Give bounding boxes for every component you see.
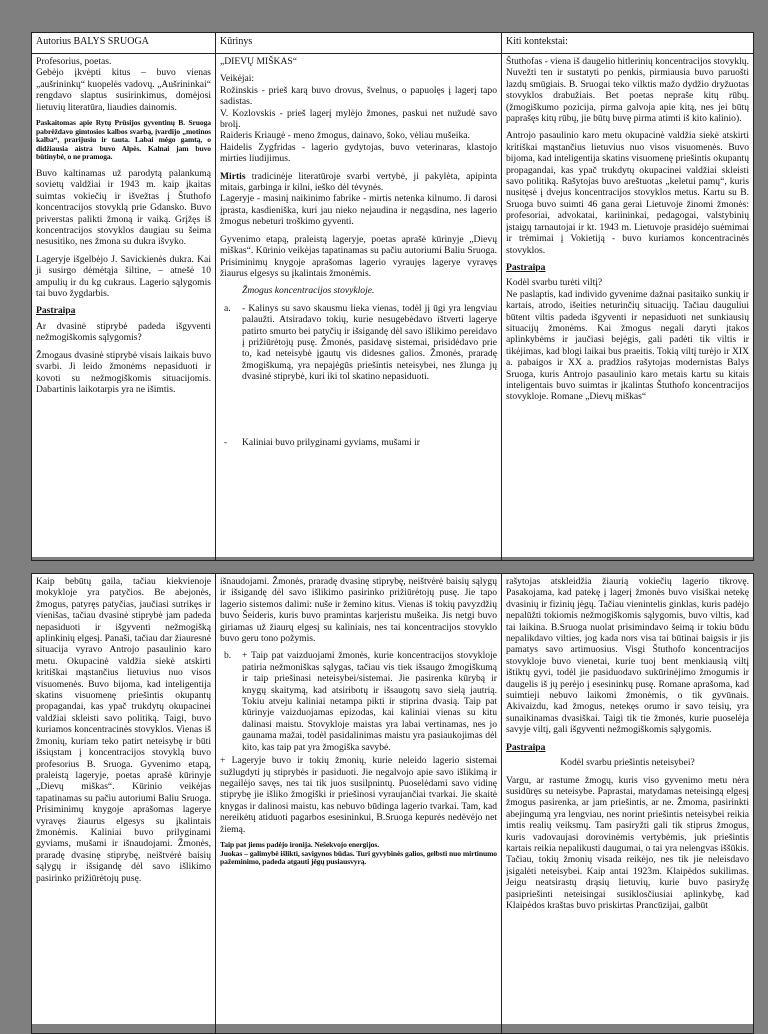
author-small-note: Paskaitomas apie Rytų Prūsijos gyventinų B. Sruoga pabrėždavo gimtosios kalbos svarbą, įvardijo „motinos kalba“, prarijusiu ir tauta. Labai mėgo gamtą, o didžiausia aistra buvo Alpės. Kalnai jam buvo būtinybė, o ne pramoga. [36, 118, 211, 162]
death-paragraph [220, 171, 497, 194]
essay-paragraph: rašytojas atskleidžia žiaurią vokiečių lagerio tikrovę. Pasakojama, kad patekę į lagerį žmonės buvo visiškai netekę dvasinių ir fizinių jėgų. Tačiau vienintelis ginklas, kuris padėjo nepalūžti tokiomis nežmogiškomis sąlygomis, buvo viltis, kad tai laikina. B.Sruoga nuolat prisimindavo šeimą ir tokiu būdu nepalikdavo vilties, jog kada nors visa tai būtinai baigsis ir jis pamatys savo artimuosius. Visgi Štuthofo koncentracijos stovykloje buvo vienetai, kurie tuoj bent menkiausią viltį ištiktų gyvi, todėl jie pasiduodavo sukūrinėjimo žmogumis ir daugelis iš jų perėjo į esesininkų pusę. Romane aprašoma, kad suimtieji nebuvo laikomi žmonėmis, o tik gyvūnais. Akivaizdu, kad žmogus, netekęs orumo ir savo teisių, yra sunaikinamas dvasiškai. Taigi tik tie žmonės, kurie puoselėja savyje viltį, gali išgyventi nežmogiškomis sąlygomis. [506, 576, 749, 736]
question-text: Kodėl svarbu priešintis neteisybei? [560, 757, 695, 769]
character-haidelis: Haidelis Zygfridas - lagerio gydytojas, buvo veterinaras, klastojo mirties liudijimus. [220, 141, 497, 165]
laughter-note: Juokas – galimybė išlikti, savigynos būdas. Turi gyvybinės galios, gelbsti nuo mirtinumo pažeminimo, padeda atgauti jėgų pusiausvyrą. [220, 848, 497, 867]
paragraph-heading: Pastraipa [506, 261, 546, 273]
table-body-row [32, 574, 754, 1034]
notes-table-2 [31, 573, 754, 1034]
table-body-row [32, 54, 754, 561]
question-text: Kodėl svarbu turėti viltį? [506, 277, 603, 289]
essay-paragraph: Žmogaus dvasinė stiprybė visais laikais buvo svarbi. Ji leido žmonėms nepasiduoti ir kovoti su nežmogiškomis situacijomis. Dabartinis laikotarpis yra ne išimtis. [36, 349, 211, 395]
paragraph-heading: Pastraipa [506, 741, 546, 753]
author-rescue: Lageryje išgelbėjo J. Savickienės dukra. Kai ji susirgo dėmėtąja šiltine, – atnešė 10 ampulių ir du kg cukraus. Lagerio sąlygomis tai buvo žygdarbis. [36, 253, 211, 300]
stutthof-paragraph: Štuthofas - viena iš daugelio hitlerinių koncentracijos stovyklų. Nuvežti ten ir sustatyti po penkis, pirmiausia buvo paruošti lazdų smūgiais. B. Sruogai teko vilktis mažo dydžio dryžuotas stovyklos drabužiais. Bet poetas nepraše kitų rūbų. (žmogiškumo pozicija, pirma galvoja apie kitą, nes jei būtų paprašęs kitų rūbų, jie būtų buvę pirma atimti iš kito kalinio). [506, 56, 749, 125]
context-column [502, 54, 754, 561]
essay-paragraph: Kaip bebūtų gaila, tačiau kiekvienoje mokykloje yra patyčios. Be abejonės, žmogus, patyręs patyčias, jaučiasi sutrikęs ir vienišas, tačiau dvasinė stiprybė jam padeda nepasiduoti ir išgyventi nežmogišką aplinkinių elgesį. Panaši, tačiau dar žiauresnė situacija vyravo Antrojo pasaulinio karo metu. Okupacinė valdžia siekė atskirti kritiškai mąstančius lietuvius nuo visos visuomenės. Buvo bijoma, kad inteligentija skatins visuomenę priešintis okupantų propagandai, kas ypač trukdytų okupacinei valdžiai skleisti savo politiką. Taigi, buvo kuriamos koncentracinės stovyklos. Vienas iš žmonių, kuriam teko patirt neteisybę ir būti išsiųstam į koncentracijos stovyklą buvo profesorius B. Sruoga. Gyvenimo etapą, praleistą lageryje, poetas aprašė kūrinyje „Dievų miškas“. Kūrinio veikėjas tapatinamas su pačiu autoriumi Baliu Sruoga. Prisiminimų knygoje aprašomas lagerye vyravęs žiaurus elgesys su įkalintais žmonėmis. Kaliniai buvo prilyginami gyviams, mušami ir išnaudojami. Žmonės, praradę dvasinę stiprybę, neištvėrė baisių sąlygų ir išsigandę dėl savo išlikimo pasirinko prižiūrėtojų pusę. [36, 576, 211, 884]
life-stage-paragraph: Gyvenimo etapą, praleistą lageryje, poetas aprašė kūrinyje „Dievų miškas“. Kūrinio veikėjas tapatinamas su pačiu autoriumi Baliu Sruoga. Prisiminimų knygoje aprašomas lagerio vyraujęs lagerye vyravęs žiaurus elgesys su įkalintais žmonėmis. [220, 233, 497, 279]
hope-paragraph: Ne paslaptis, kad individo gyvenime dažnai pasitaiko sunkių ir kartais, atrodo, išeities neturinčių situacijų. Tačiau dauguliui būtent viltis padeda išgyventi ir nepasiduoti net sunkiausių situacijų žmonėms. Kai žmogus negali daryti įtakos aplinkybėms ir jaučiasi bejėgis, gali padėti tik viltis ir tikėjimas, kad blogi laikai bus praeitis. Tokią viltį turėjo ir XIX a. pabaigos ir XX a. pradžios rašytojas modernistas Balys Sruoga, kuris Antrojo pasaulinio karo metais kartu su kitais inteligentais buvo suimtas ir įkalintas Štuthofo koncentracijos stovykloje. Romane „Dievų miškas“ [506, 288, 749, 403]
death-keyword: Mirtis [220, 170, 246, 182]
topic-list-continued [220, 437, 497, 448]
list-item-text: Kaliniai buvo prilyginami gyviams, mušami ir [242, 436, 420, 448]
resistance-paragraph: + Lageryje buvo ir tokių žmonių, kurie neleido lagerio sistemai sužlugdyti jų stiprybės ir pasiduoti. Jie negalvojo apie savo išlikimą ir negailėjo savęs, nes tai tik juos susilpnintų. Puoselėdami savo vidinę stiprybę jie išliko žmogiški ir priešinosi vyraujančiai tvarkai. Jie skaitė knygas ir dalinosi maistu, kas nebuvo būdinga lagerio tvarkai. Tam, kad nereikėtų atiduoti pagarbos esesininkui, B.Sruoga kepurės nedėvėjo net žiemą. [220, 755, 497, 835]
author-column [32, 54, 216, 561]
topic-list [220, 303, 497, 383]
list-marker: - [224, 436, 228, 448]
list-marker: b. [224, 650, 232, 662]
essay-paragraph: išnaudojami. Žmonės, praradę dvasinę stiprybę, neištvėrė baisių sąlygų ir išsigandę dėl savo išlikimo pasirinko prižiūrėtojų pusę. Jie tapo lagerio sistemos dalimi: nuše ir žemino kitus. Vienas iš tokių pavyzdžių buvo Šeideris, kuris buvo pramintas karjeristu mušeika. Jis netgi buvo giriamas už žiaurų elgesį su kaliniais, nes tai koncentracijos stovyklo buvo geru tono požymis. [220, 576, 497, 645]
paragraph-heading: Pastraipa [36, 305, 76, 317]
death-text: tradicinėje literatūroje svarbi vertybė, ji pakylėta, apipinta mitais, garbinga ir kilni, ieško dėl tėvynės. [220, 170, 497, 194]
document-page-1 [31, 32, 753, 557]
list-item [220, 650, 497, 753]
question-text: Ar dvasinė stiprybė padeda išgyventi nežmogiškomis sąlygomis? [36, 320, 211, 344]
header-work: Kūrinys [216, 33, 502, 54]
author-column [32, 574, 216, 1034]
characters-label: Veikėjai: [220, 73, 255, 85]
work-column [216, 54, 502, 561]
injustice-paragraph: Vargu, ar rastume žmogų, kuris viso gyvenimo metu nėra susidūręs su neteisybe. Paprastai, matydamas neteisingą elgesį žmogus pasirenka, ar jam priešintis, ar ne. Žmoma, pasirinkti abejingumą yra lengviau, nes norint priešintis neteisybei reikia imtis realių veiksmų. Tam pasiryžti gali tik stiprus žmogus, kuris vadovaujasi dorovinėmis vertybėmis, juk priešintis kartais reikia nepalikusti daugumai, o tai yra nelengvas iššūkis. Tačiau, tokių žmonių visada reikėjo, nes tik jie neleisdavo įsigalėti neteisybei. Kaip antai 1923m. Klaipėdos sukilimas. Jeigu neatsirastų drąsių lietuvių, kurie buvo pasiryžę pasipriešinti neteisingai susiklosčiusiai aplinkybę, kad Klaipėdos kraštas buvo priskirtas Prancūzijai, galbūt [506, 774, 749, 911]
list-item [220, 303, 497, 383]
list-marker: a. [224, 302, 231, 314]
topic-list [220, 650, 497, 753]
list-item [220, 437, 497, 448]
occupation-paragraph: Antrojo pasaulinio karo metu okupacinė valdžia siekė atskirti kritiškai mąstančius lietuvius nuo visos visuomenės. Buvo bijoma, kad inteligentija skatins visuomenę priešintis okupantų propagandai, kas ypač trukdytų okupacinei valdžiai skleisti savo politiką. Rašytojas buvo areštuotas „keletui pamų“, kuris nusitęsė į dvejus koncentracijos stovyklos metus. Kartu su B. Sruoga buvo suimti 46 gana gerai Lietuvoje žinomi žmonės: profesoriai, advokatai, kariininkai, pedagogai, valstybinių įstaigų tarnautojai ir kt. 1943 m. Lietuvoje prasidėjo suėmimai ir trėmimai į Vokietiją - buvo kuriamos koncentracinės stovyklos. [506, 130, 749, 256]
document-page-2 [31, 573, 753, 1024]
camp-death-paragraph: Lageryje - masinį naikinimo fabrike - mirtis netenka kilnumo. Ji darosi įprasta, kasdieniška, kuri jau nieko nejaudina ir negąsdina, nes lagerio žmogus nebeturi troškimo gyventi. [220, 193, 497, 228]
work-column [216, 574, 502, 1034]
work-title: „DIEVŲ MIŠKAS“ [220, 56, 298, 67]
author-activity: Gebėjo įkvėpti kitus – buvo vienas „aušrininkų“ kuopelės vadovų. „Aušrininkai“ rengdavo slaptus susirinkimus, domėjosi lietuvių literatūra, liaudies dainomis. [36, 67, 211, 113]
header-contexts: Kiti kontekstai: [502, 33, 754, 54]
character-rozinskis: Rožinskis - prieš karą buvo drovus, švelnus, o papuolęs į lagerį tapo sadistas. [220, 84, 497, 108]
character-raideris: Raideris Kriaugė - meno žmogus, dainavo, šoko, vėliau mušeika. [220, 130, 470, 142]
author-intro: Profesorius, poetas. [36, 56, 112, 67]
author-arrest: Buvo kaltinamas už parodytą palankumą sovietų valdžiai ir 1943 m. kaip įkaitas suimtas vokiečių ir išvežtas į Štuthofo koncentracijos stovyklą prie Gdansko. Buvo priverstas palikti žmoną ir vaiką. Grįžęs iš koncentracijos stovyklos daugiau su šeima nesusitiko, nes žmona su dukra išvyko. [36, 168, 211, 248]
notes-table-1 [31, 32, 754, 561]
subheading: Žmogus koncentracijos stovykloje. [242, 285, 375, 297]
header-author: Autorius BALYS SRUOGA [32, 33, 216, 54]
table-header-row [32, 33, 754, 54]
list-item-text: + Taip pat vaizduojami žmonės, kurie koncentracijos stovykloje patiria nežmoniškas sąlygas, tačiau vis tiek išsaugo žmogiškumą ir taip priešinasi neteisybei/sistemai. Jie pasirenka kūrybą ir knygų skaitymą, kad atsiribotų ir išsaugotų savo sielą jautrią. Tokiu atveju kaliniai netampa pikti ir stiprina dvasią. Taip pat kūrinyje vaizduojamas epizodas, kai kaliniai vienas su kitu dalinasi maistu. Stovykloje maistas yra labai vertinamas, nes jo gaunama mažai, todėl pasidalinimas maistu yra pasiaukojimas dėl kito, kas taip pat yra žmogiška savybė. [242, 650, 497, 753]
character-kozlovskis: V. Kozlovskis - prieš lagerį mylėjo žmones, paskui net nužudė savo brolį. [220, 107, 497, 131]
context-column [502, 574, 754, 1034]
list-item-text: - Kalinys su savo skausmu lieka vienas, todėl jį ūgi yra lengviau palaužti. Atsiradavo tokių, kurie nesugebėdavo ištverti lagerye patirto smurto bei patyčių ir išsigandę dėl savo išlikimo pereidavo į prižiūrėtojų pusę. Žmonės, pasidavę sistemai, prisidėdavo prie to, kad neteisybė įgautų vis didesnes galios. Žmonės, praradę žmogiškumą, yra nepajėgūs priešintis neteisybei, nes žlunga jų dvasinė stiprybė, kuri iki tol skatino nepasiduoti. [242, 302, 497, 383]
irony-note: Taip pat jiems padėjo ironija. Nešekvojo energijos. [220, 839, 380, 849]
